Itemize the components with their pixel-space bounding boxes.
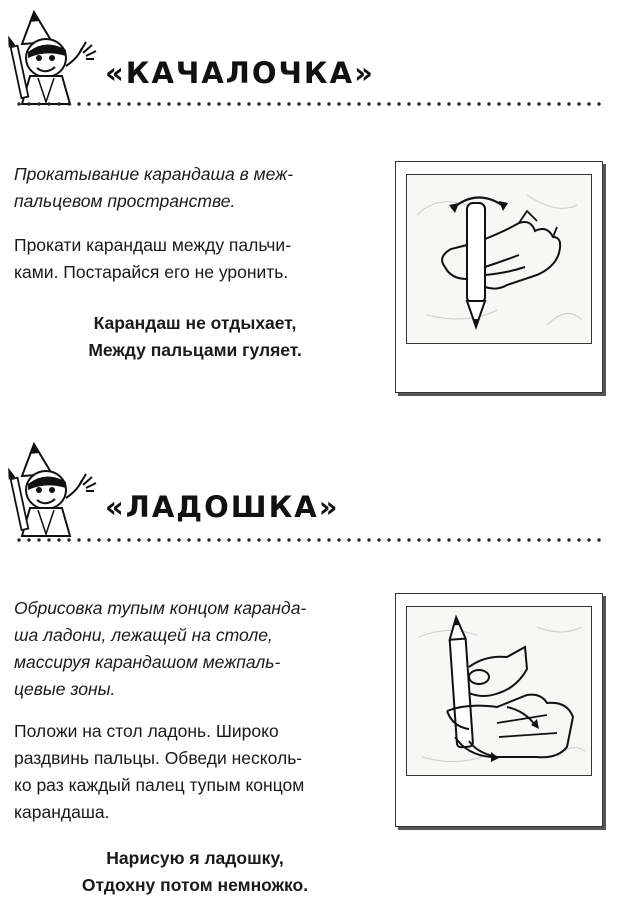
description-line: Прокатывание карандаша в меж- (14, 164, 294, 184)
section-title: «ЛАДОШКА» (105, 490, 340, 524)
section-title: «КАЧАЛОЧКА» (105, 56, 375, 90)
exercise-poem (14, 310, 376, 364)
poem-line: Нарисую я ладошку, (106, 848, 284, 868)
dotted-divider (14, 537, 606, 543)
exercise-description (14, 161, 376, 215)
pencil-boy-icon (8, 8, 100, 108)
illustration-frame (395, 593, 603, 827)
dotted-divider (14, 101, 606, 107)
mascot-pencil-boy-1 (8, 8, 100, 108)
hand-rolling-pencil-icon (407, 175, 591, 343)
illustration-image (406, 606, 592, 776)
description-line: цевые зоны. (14, 679, 116, 699)
pencil-boy-icon (8, 440, 100, 540)
instruction-line: ками. Постарайся его не уронить. (14, 262, 289, 282)
poem-line: Между пальцами гуляет. (88, 340, 302, 360)
mascot-pencil-boy-2 (8, 440, 100, 540)
description-line: пальцевом пространстве. (14, 191, 236, 211)
poem-line: Карандаш не отдыхает, (93, 313, 297, 333)
description-line: Обрисовка тупым концом каранда- (14, 598, 307, 618)
exercise-description (14, 595, 376, 703)
instruction-line: раздвинь пальцы. Обведи несколь- (14, 748, 303, 768)
hand-tracing-palm-icon (407, 607, 591, 775)
exercise-instruction (14, 232, 376, 286)
exercise-instruction (14, 718, 376, 826)
instruction-line: Прокати карандаш между пальчи- (14, 235, 292, 255)
exercise-poem (14, 845, 376, 899)
instruction-line: карандаша. (14, 802, 110, 822)
description-line: массируя карандашом межпаль- (14, 652, 281, 672)
poem-line: Отдохну потом немножко. (81, 875, 309, 895)
illustration-image (406, 174, 592, 344)
illustration-frame (395, 161, 603, 393)
description-line: ша ладони, лежащей на столе, (14, 625, 273, 645)
instruction-line: Положи на стол ладонь. Широко (14, 721, 279, 741)
instruction-line: ко раз каждый палец тупым концом (14, 775, 305, 795)
